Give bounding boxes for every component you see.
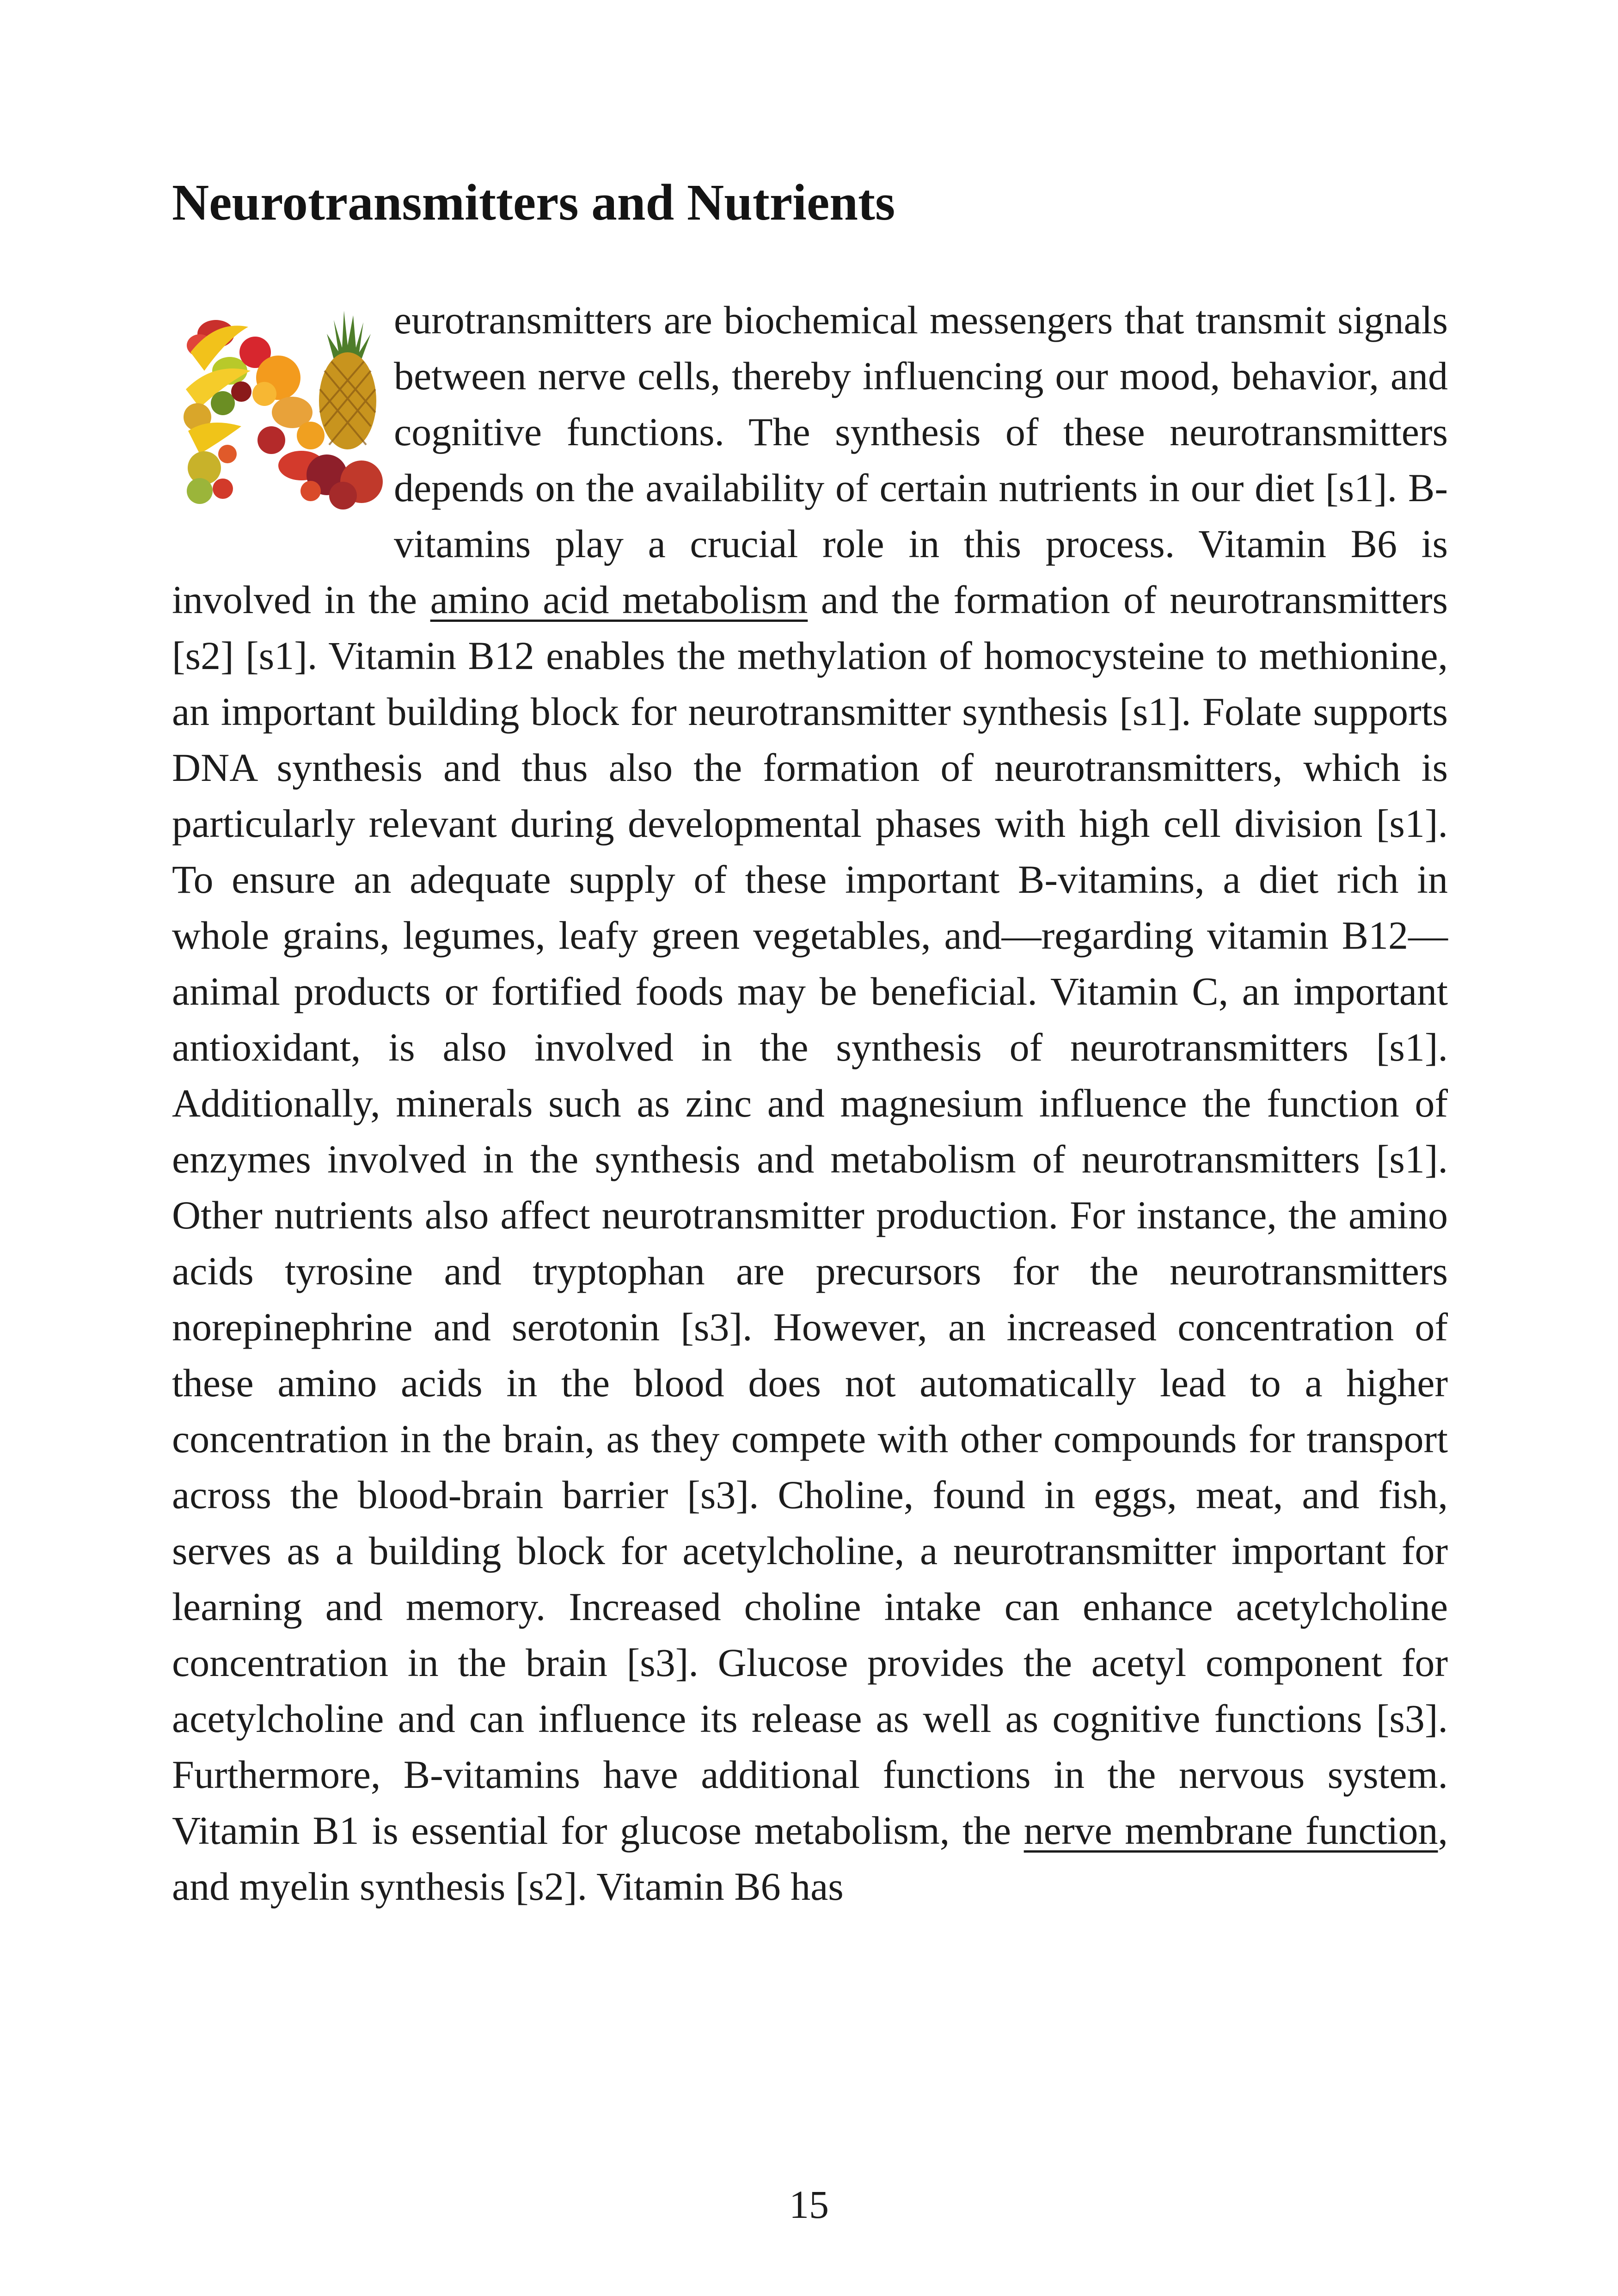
paragraph-segment-3: and the formation of neurotransmitters [s2] [s1]. Vitamin B12 enables the methylation of homocysteine to methionine, an important building block for neurotransmitter synthesis [s1]. Folate supports DNA synthesis and thus also the formation of neurotransmitters, which is particularly relevant during developmental phases with high cell division [s1]. To ensure an adequate supply of these important B-vitamins, a diet rich in whole grains, legumes, leafy green vegetables, and—regarding vitamin B12—animal products or fortified foods may be beneficial. Vitamin C, an important antioxidant, is also involved in the synthesis of neurotransmitters [s1]. Additionally, minerals such as zinc and magnesium influence the function of enzymes involved in the synthesis and metabolism of neurotransmitters [s1]. Other nutrients also affect neurotransmitter production. For instance, the amino acids tyrosine and tryptophan are precursors for the neurotransmitters norepinephrine and serotonin [s3]. However, an increased concentration of these amino acids in the blood does not automatically lead to a higher concentration in the brain, as they compete with other compounds for transport across the blood-brain barrier [s3]. Choline, found in eggs, meat, and fish, serves as a building block for acetylcholine, a neurotransmitter important for learning and memory. Increased choline intake can enhance acetylcholine concentration in the brain [s3]. Glucose provides the acetyl component for acetylcholine and can influence its release as well as cognitive functions [s3]. Furthermore, B-vitamins have additional functions in the nervous system. Vitamin B1 is essential for glucose metabolism, the xyxy=(172,577,1448,1853)
body-paragraph xyxy=(172,292,1448,1915)
fruit-letter-n-illustration-icon xyxy=(172,301,394,518)
page-title: Neurotransmitters and Nutrients xyxy=(172,174,895,231)
link-amino-acid-metabolism[interactable]: amino acid metabolism xyxy=(430,577,808,622)
paragraph-segment-1: eurotransmitters are biochemical messengers that transmit signals between nerve cells, thereby influencing our mood, behavior, and cognitive functions. The synthesis of these neurotransmitters depends on the availability of certain nutrients in our diet [s1]. B-vitamins play a crucial role in this process. Vitamin B6 is involved in the xyxy=(172,298,1448,622)
paragraph-segment-5: , and myelin synthesis [s2]. Vitamin B6 has xyxy=(172,1808,1448,1909)
page-number: 15 xyxy=(789,2182,829,2227)
link-nerve-membrane-function[interactable]: nerve membrane function xyxy=(1024,1808,1438,1853)
